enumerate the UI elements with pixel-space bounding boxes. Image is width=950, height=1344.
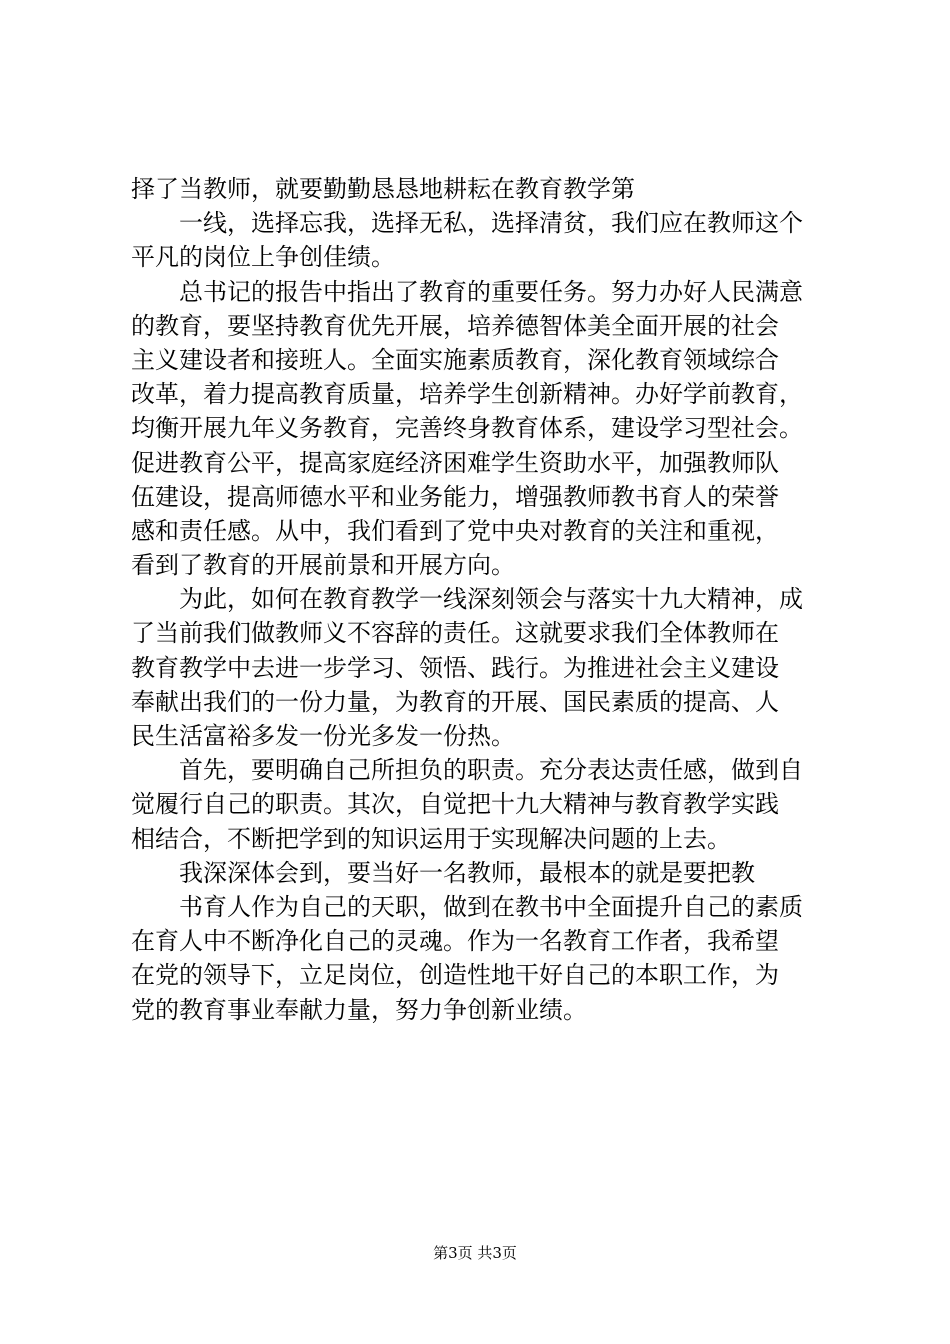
text-line: 择了当教师，就要勤勤恳恳地耕耘在教育教学第 (131, 175, 635, 203)
text-line: 一线，选择忘我，选择无私，选择清贫，我们应在教师这个 (179, 209, 803, 238)
text-line: 伍建设，提高师德水平和业务能力，增强教师教书育人的荣誉 (131, 482, 779, 511)
text-line: 为此，如何在教育教学一线深刻领会与落实十九大精神，成 (179, 585, 803, 614)
text-line: 平凡的岗位上争创佳绩。 (131, 243, 395, 272)
text-line: 促进教育公平，提高家庭经济困难学生资助水平，加强教师队 (131, 448, 779, 477)
text-line: 我深深体会到，要当好一名教师，最根本的就是要把教 (179, 858, 755, 887)
text-line: 看到了教育的开展前景和开展方向。 (131, 551, 515, 580)
text-line: 了当前我们做教师义不容辞的责任。这就要求我们全体教师在 (131, 619, 779, 648)
text-line: 的教育，要坚持教育优先开展，培养德智体美全面开展的社会 (131, 311, 779, 340)
text-line: 奉献出我们的一份力量，为教育的开展、国民素质的提高、人 (131, 687, 779, 716)
text-line: 民生活富裕多发一份光多发一份热。 (131, 722, 515, 750)
text-line: 书育人作为自己的天职，做到在教书中全面提升自己的素质 (179, 892, 803, 921)
text-line: 均衡开展九年义务教育，完善终身教育体系，建设学习型社会。 (131, 414, 803, 443)
text-line: 感和责任感。从中，我们看到了党中央对教育的关注和重视， (131, 516, 779, 545)
text-line: 在党的领导下，立足岗位，创造性地干好自己的本职工作，为 (131, 961, 779, 990)
text-line: 教育教学中去进一步学习、领悟、践行。为推进社会主义建设 (131, 653, 779, 682)
text-line: 首先，要明确自己所担负的职责。充分表达责任感，做到自 (179, 756, 803, 785)
text-line: 改革，着力提高教育质量，培养学生创新精神。办好学前教育， (131, 380, 803, 409)
text-line: 觉履行自己的职责。其次，自觉把十九大精神与教育教学实践 (131, 790, 779, 819)
body-text (131, 172, 831, 1027)
page-number-footer: 第3页 共3页 (433, 1244, 517, 1262)
text-line: 在育人中不断净化自己的灵魂。作为一名教育工作者，我希望 (131, 927, 779, 956)
text-line: 党的教育事业奉献力量，努力争创新业绩。 (131, 995, 587, 1024)
text-line: 总书记的报告中指出了教育的重要任务。努力办好人民满意 (179, 277, 803, 306)
text-line: 主义建设者和接班人。全面实施素质教育，深化教育领域综合 (131, 345, 779, 374)
text-line: 相结合，不断把学到的知识运用于实现解决问题的上去。 (131, 824, 731, 853)
